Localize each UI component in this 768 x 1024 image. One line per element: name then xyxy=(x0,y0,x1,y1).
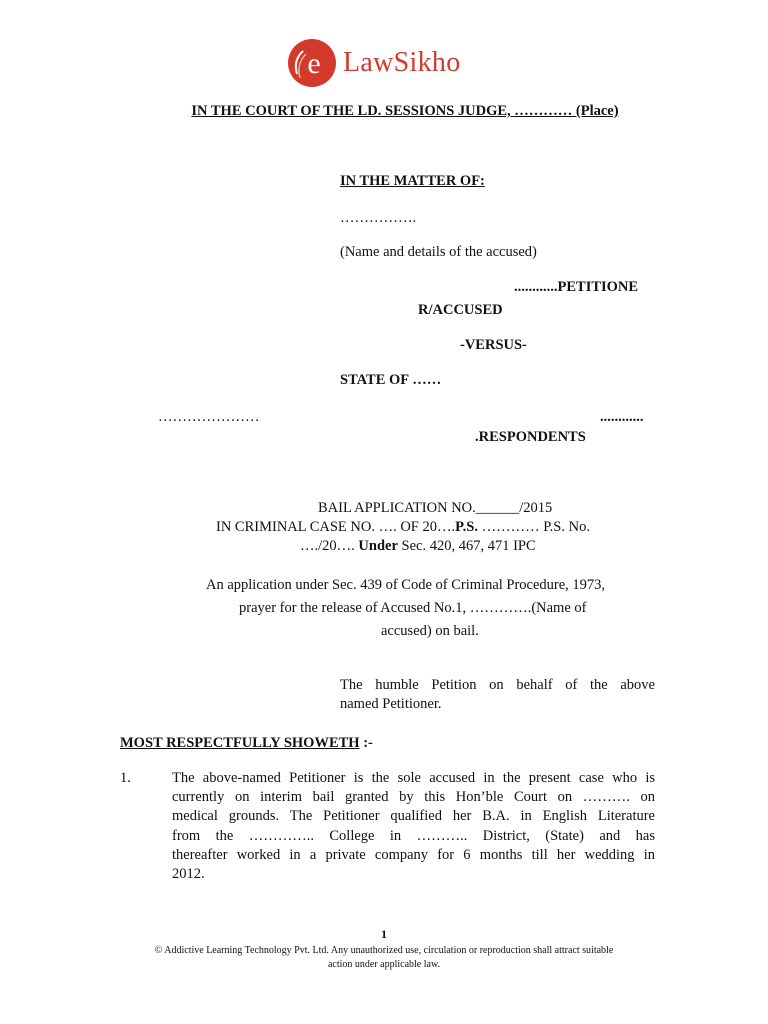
criminal-case-line xyxy=(216,519,590,536)
copyright-notice xyxy=(0,944,768,972)
year-text: …./20…. xyxy=(300,538,359,554)
para-line: from the ………….. College in ……….. District, (State) and has xyxy=(172,828,655,844)
page-number: 1 xyxy=(381,927,387,941)
ps-label: P.S. xyxy=(455,519,478,535)
accused-name-details: (Name and details of the accused) xyxy=(340,244,537,260)
section-line xyxy=(300,538,536,555)
logo-mark-letter: e xyxy=(307,47,321,80)
copyright-line2: action under applicable law. xyxy=(327,959,441,970)
showeth-heading-line xyxy=(120,735,373,752)
sections-text: Sec. 420, 467, 471 IPC xyxy=(397,538,536,554)
petitioner-label-line2: R/ACCUSED xyxy=(418,302,503,318)
para-line: medical grounds. The Petitioner qualified her B.A. in English Literature xyxy=(172,808,655,824)
state-of-label: STATE OF …… xyxy=(340,372,442,388)
prayer-line2: prayer for the release of Accused No.1, ………….(Name of xyxy=(239,600,587,616)
court-title: IN THE COURT OF THE LD. SESSIONS JUDGE, ………… (Place) xyxy=(191,103,619,119)
para-line: The above-named Petitioner is the sole accused in the present case who is xyxy=(172,770,655,786)
showeth-suffix: :- xyxy=(359,735,373,751)
versus-label: -VERSUS- xyxy=(460,337,527,353)
para-line: thereafter worked in a private company for 6 months till her wedding in xyxy=(172,847,655,863)
petition-line1: The humble Petition on behalf of the above xyxy=(340,677,655,693)
ps-number-text: ………… P.S. No. xyxy=(477,519,590,535)
para-line: currently on interim bail granted by this Hon’ble Court on ………. on xyxy=(172,789,655,805)
matter-heading: IN THE MATTER OF: xyxy=(340,173,485,189)
petition-line2: named Petitioner. xyxy=(340,696,442,712)
respondent-dots-left: ………………… xyxy=(158,409,260,425)
showeth-heading: MOST RESPECTFULLY SHOWETH xyxy=(120,735,360,751)
bail-application-number: BAIL APPLICATION NO.______/2015 xyxy=(318,500,553,516)
petitioner-label-line1: ............PETITIONE xyxy=(514,279,639,295)
para-line-last: 2012. xyxy=(172,866,205,882)
respondent-dots-right: ............ xyxy=(600,409,644,425)
lawsikho-logo xyxy=(287,38,461,88)
accused-dots: ……………. xyxy=(340,210,417,226)
copyright-line1: © Addictive Learning Technology Pvt. Ltd. Any unauthorized use, circulation or reproduction shall attract suitable xyxy=(154,945,614,956)
respondents-label: .RESPONDENTS xyxy=(475,429,586,445)
para-number: 1. xyxy=(120,770,131,786)
criminal-case-text: IN CRIMINAL CASE NO. …. OF 20…. xyxy=(216,519,456,535)
lawsikho-logo-icon xyxy=(287,38,337,88)
prayer-line1: An application under Sec. 439 of Code of Criminal Procedure, 1973, xyxy=(206,577,606,593)
under-label: Under xyxy=(358,538,398,554)
prayer-line3: accused) on bail. xyxy=(381,623,479,639)
brand-name: LawSikho xyxy=(343,47,461,78)
